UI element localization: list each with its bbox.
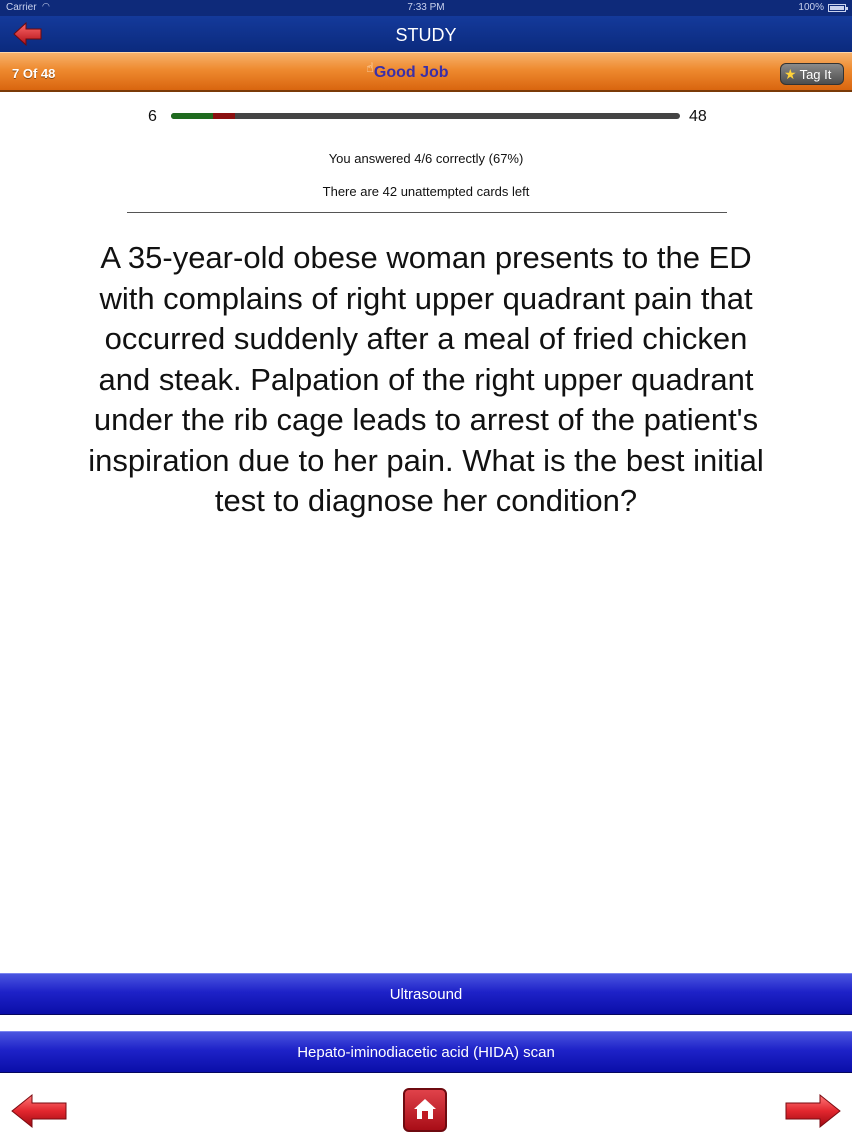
answer-option-ultrasound[interactable]: Ultrasound — [0, 973, 852, 1015]
card-counter: 7 Of 48 — [12, 66, 56, 81]
home-button[interactable] — [403, 1088, 447, 1132]
tag-it-label: Tag It — [799, 67, 832, 82]
next-arrow-icon[interactable] — [784, 1093, 842, 1129]
progress-correct-segment — [171, 113, 213, 119]
progress-bar — [171, 113, 680, 119]
remaining-summary: There are 42 unattempted cards left — [322, 184, 530, 199]
progress-end-label: 48 — [689, 108, 707, 125]
home-icon — [413, 1097, 437, 1121]
prev-arrow-icon[interactable] — [10, 1093, 68, 1129]
progress-start-label: 6 — [148, 108, 157, 125]
battery-percent: 100% — [798, 2, 824, 13]
pointing-hand-icon: ☝ — [366, 60, 374, 75]
star-icon: ★ — [784, 66, 797, 82]
progress-incorrect-segment — [213, 113, 234, 119]
nav-bar — [0, 16, 852, 52]
status-bar — [0, 0, 852, 16]
carrier-label: Carrier — [6, 2, 37, 13]
divider — [127, 212, 727, 213]
status-time: 7:33 PM — [407, 2, 445, 13]
card-info-bar — [0, 52, 852, 92]
page-title: STUDY — [395, 25, 457, 45]
question-text: A 35-year-old obese woman presents to the ED with complains of right upper quadrant pain that occurred suddenly after a meal of fried chicken and steak. Palpation of the right upper quadrant under the rib cage leads to arrest of the patient's inspiration due to her pain. What is the best initial test to diagnose her condition? — [88, 240, 764, 518]
wifi-icon: ◠ — [42, 1, 50, 11]
feedback-text: Good Job — [373, 64, 449, 81]
answer-option-hida-scan[interactable]: Hepato-iminodiacetic acid (HIDA) scan — [0, 1031, 852, 1073]
feedback-message — [366, 62, 449, 84]
battery-icon — [828, 4, 846, 12]
score-summary: You answered 4/6 correctly (67%) — [328, 151, 524, 166]
tag-it-button[interactable] — [780, 63, 844, 85]
